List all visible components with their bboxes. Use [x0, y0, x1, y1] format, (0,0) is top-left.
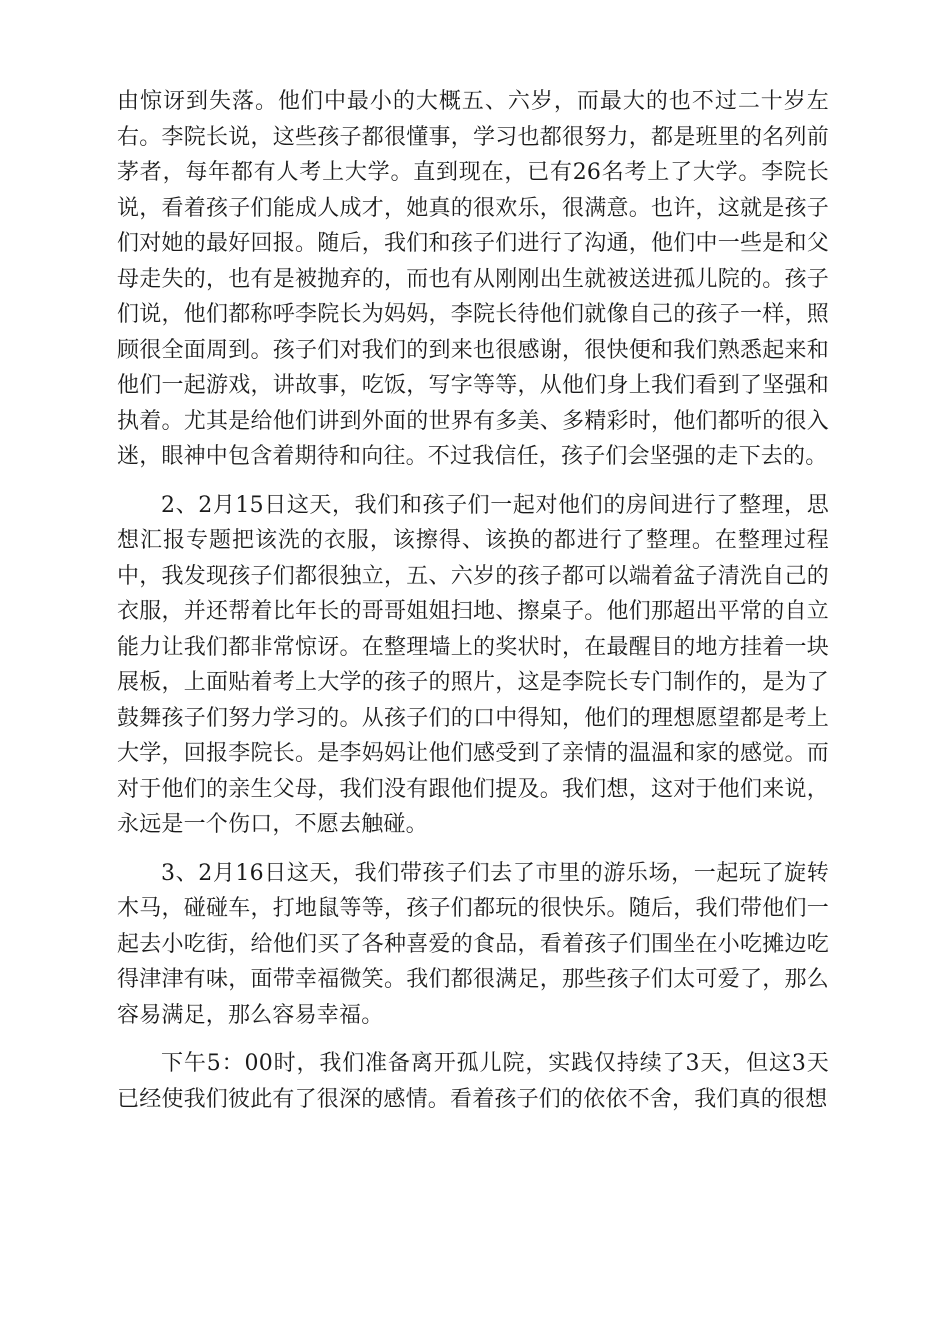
paragraph-feb-15: 2、2月15日这天，我们和孩子们一起对他们的房间进行了整理，思想汇报专题把该洗的衣服，该擦得、该换的都进行了整理。在整理过程中，我发现孩子们都很独立，五、六岁的孩子都可以端着盆子清洗自己的衣服，并还帮着比年长的哥哥姐姐扫地、擦桌子。他们那超出平常的自立能力让我们都非常惊讶。在整理墙上的奖状时，在最醒目的地方挂着一块展板，上面贴着考上大学的孩子的照片，这是李院长专门制作的，是为了鼓舞孩子们努力学习的。从孩子们的口中得知，他们的理想愿望都是考上大学，回报李院长。是李妈妈让他们感受到了亲情的温温和家的感觉。而对于他们的亲生父母，我们没有跟他们提及。我们想，这对于他们来说，永远是一个伤口，不愿去触碰。	[117, 492, 829, 837]
paragraph-orphanage-intro: 由惊讶到失落。他们中最小的大概五、六岁，而最大的也不过二十岁左右。李院长说，这些孩子都很懂事，学习也都很努力，都是班里的名列前茅者，每年都有人考上大学。直到现在，已有26名考上了大学。李院长说，看着孩子们能成人成才，她真的很欢乐，很满意。也许，这就是孩子们对她的最好回报。随后，我们和孩子们进行了沟通，他们中一些是和父母走失的，也有是被抛弃的，而也有从刚刚出生就被送进孤儿院的。孩子们说，他们都称呼李院长为妈妈，李院长待他们就像自己的孩子一样，照顾很全面周到。孩子们对我们的到来也很感谢，很快便和我们熟悉起来和他们一起游戏，讲故事，吃饭，写字等等，从他们身上我们看到了坚强和执着。尤其是给他们讲到外面的世界有多美、多精彩时，他们都听的很入迷，眼神中包含着期待和向往。不过我信任，孩子们会坚强的走下去的。	[117, 89, 829, 469]
paragraph-feb-16: 3、2月16日这天，我们带孩子们去了市里的游乐场，一起玩了旋转木马，碰碰车，打地鼠等等，孩子们都玩的很快乐。随后，我们带他们一起去小吃街，给他们买了各种喜爱的食品，看着孩子们围坐在小吃摊边吃得津津有味，面带幸福微笑。我们都很满足，那些孩子们太可爱了，那么容易满足，那么容易幸福。	[117, 860, 829, 1028]
paragraph-departure: 下午5：00时，我们准备离开孤儿院，实践仅持续了3天，但这3天已经使我们彼此有了很深的感情。看着孩子们的依依不舍，我们真的很想	[117, 1051, 829, 1112]
document-body	[117, 84, 829, 1130]
